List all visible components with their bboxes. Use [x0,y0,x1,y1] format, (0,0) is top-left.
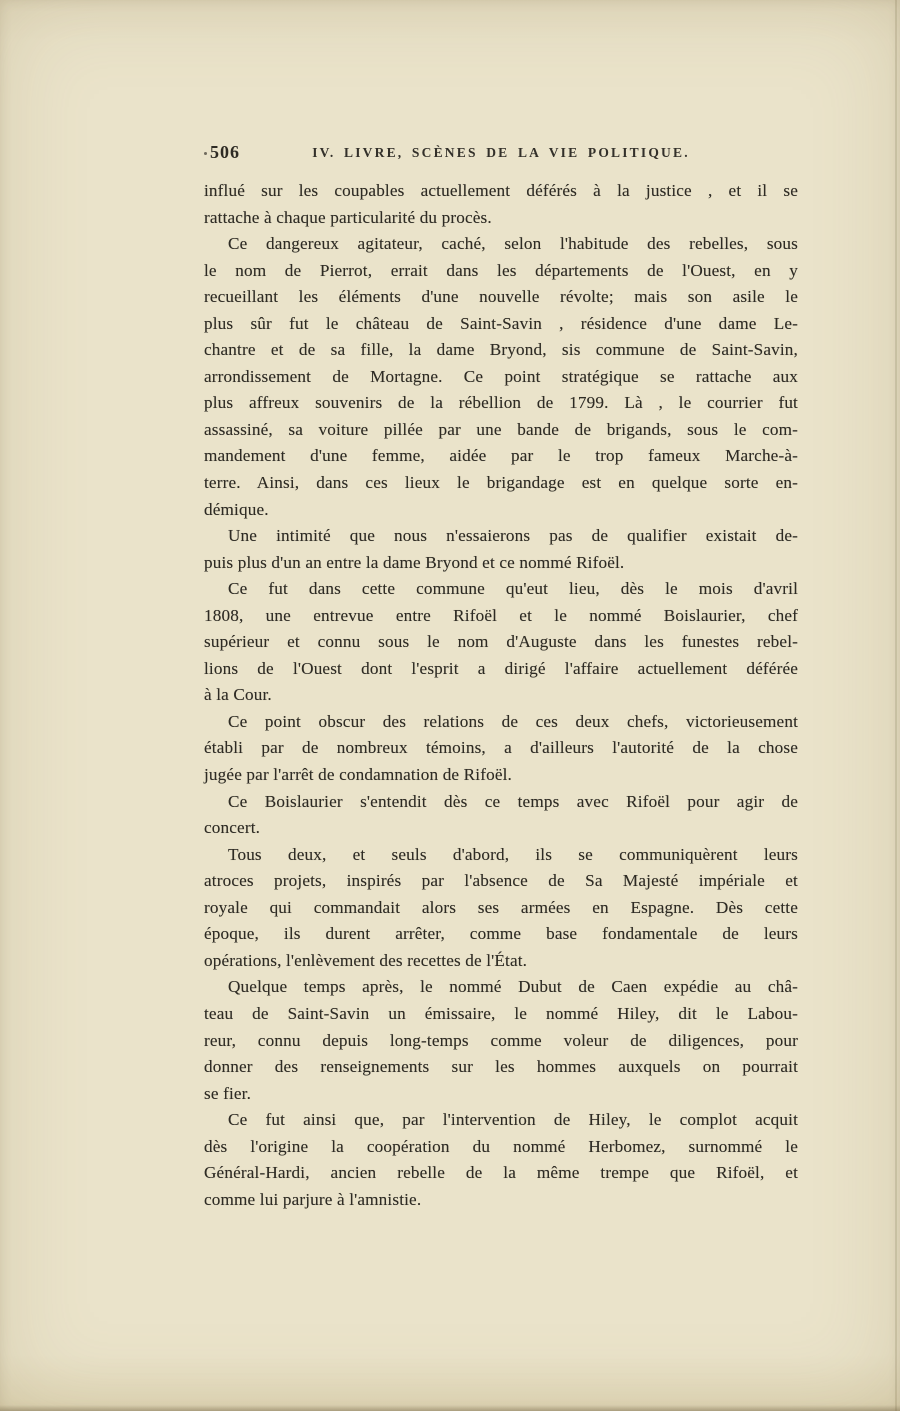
text-line: reur, connu depuis long-temps comme voleur de diligences, pour [204,1030,798,1050]
text-line: terre. Ainsi, dans ces lieux le brigandage est en quelque sorte en- [204,473,798,493]
page-text [204,178,798,1213]
text-line: à la Cour. [204,685,272,705]
text-line: jugée par l'arrêt de condamnation de Rifoël. [204,765,512,785]
text-line: Ce Boislaurier s'entendit dès ce temps avec Rifoël pour agir de [228,791,798,811]
text-line: Général-Hardi, ancien rebelle de la même trempe que Rifoël, et [204,1163,798,1183]
text-line: dès l'origine la coopération du nommé Herbomez, surnommé le [204,1136,798,1156]
text-line: teau de Saint-Savin un émissaire, le nommé Hiley, dit le Labou- [204,1003,798,1023]
paragraph [204,709,798,789]
text-line: donner des renseignements sur les hommes auxquels on pourrait [204,1057,798,1077]
text-line: lions de l'Ouest dont l'esprit a dirigé l'affaire actuellement déférée [204,658,798,678]
paragraph [204,523,798,576]
text-line: opérations, l'enlèvement des recettes de l'État. [204,950,528,970]
text-line: plus affreux souvenirs de la rébellion de 1799. Là , le courrier fut [204,393,798,413]
paragraph [204,178,798,231]
text-line: supérieur et connu sous le nom d'Auguste dans les funestes rebel- [204,632,798,652]
paragraph [204,576,798,709]
paragraph [204,231,798,523]
text-line: démique. [204,499,269,519]
text-line: Ce fut dans cette commune qu'eut lieu, dès le mois d'avril [228,579,798,599]
text-line: atroces projets, inspirés par l'absence de Sa Majesté impériale et [204,871,798,891]
running-header-title: IV. LIVRE, SCÈNES DE LA VIE POLITIQUE. [312,145,690,160]
text-line: comme lui parjure à l'amnistie. [204,1189,422,1209]
paragraph [204,789,798,842]
text-line: 1808, une entrevue entre Rifoël et le nommé Boislaurier, chef [204,605,798,625]
text-line: arrondissement de Mortagne. Ce point stratégique se rattache aux [204,366,798,386]
text-line: assassiné, sa voiture pillée par une bande de brigands, sous le com- [204,419,798,439]
text-line: rattache à chaque particularité du procès. [204,207,492,227]
text-line: Ce dangereux agitateur, caché, selon l'habitude des rebelles, sous [228,234,798,254]
text-line: plus sûr fut le château de Saint-Savin , résidence d'une dame Le- [204,313,798,333]
text-line: chantre et de sa fille, la dame Bryond, sis commune de Saint-Savin, [204,340,798,360]
text-line: époque, ils durent arrêter, comme base fondamentale de leurs [204,924,798,944]
text-line: établi par de nombreux témoins, a d'ailleurs l'autorité de la chose [204,738,798,758]
text-line: mandement d'une femme, aidée par le trop fameux Marche-à- [204,446,798,466]
text-line: royale qui commandait alors ses armées en Espagne. Dès cette [204,897,798,917]
text-line: concert. [204,818,261,838]
text-line: influé sur les coupables actuellement déférés à la justice , et il se [204,181,798,200]
text-line: se fier. [204,1083,252,1103]
text-line: Quelque temps après, le nommé Dubut de Caen expédie au châ- [228,977,798,997]
text-line: le nom de Pierrot, errait dans les départements de l'Ouest, en y [204,260,798,280]
text-column [204,142,798,1213]
text-line: Une intimité que nous n'essaierons pas de qualifier existait de- [228,526,798,546]
text-line: Ce fut ainsi que, par l'intervention de Hiley, le complot acquit [228,1110,798,1130]
text-line: Tous deux, et seuls d'abord, ils se communiquèrent leurs [228,844,798,864]
paragraph [204,1107,798,1213]
paragraph [204,974,798,1107]
running-header [204,142,798,164]
page-number: 506 [204,142,240,163]
text-line: puis plus d'un an entre la dame Bryond et ce nommé Rifoël. [204,552,625,572]
text-line: Ce point obscur des relations de ces deux chefs, victorieusement [228,711,798,731]
paragraph [204,842,798,975]
text-line: recueillant les éléments d'une nouvelle révolte; mais son asile le [204,287,798,307]
